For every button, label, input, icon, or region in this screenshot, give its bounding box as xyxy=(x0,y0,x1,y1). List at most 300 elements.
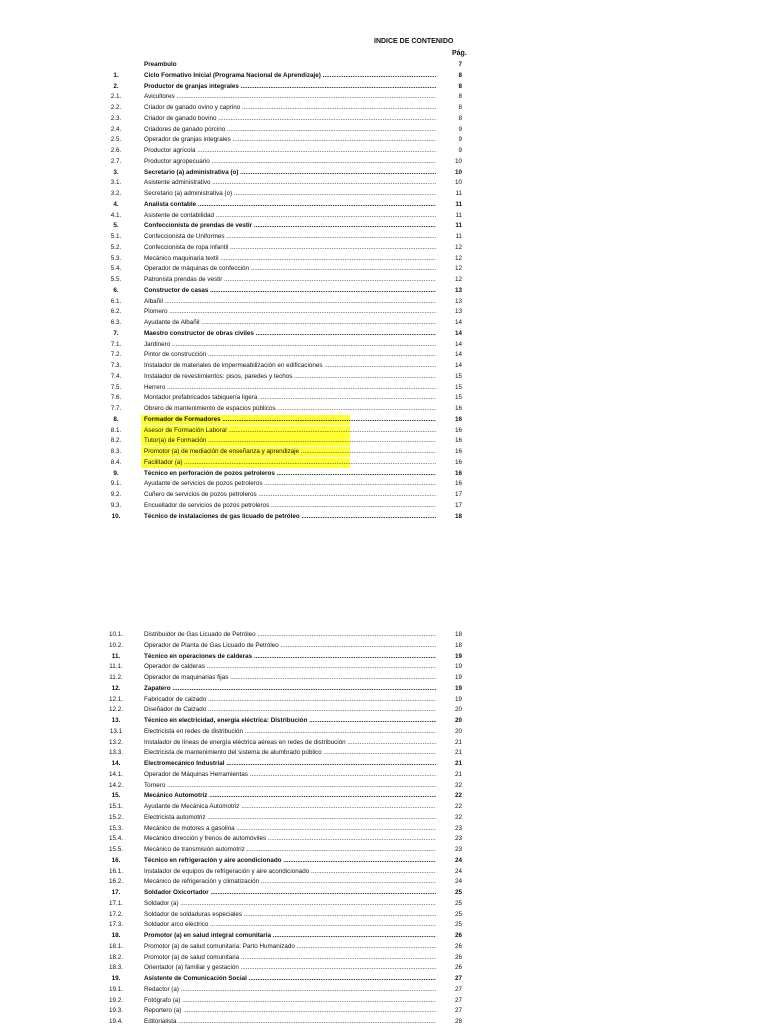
entry-label: Reportero (a) ..... xyxy=(144,1006,436,1016)
entry-label: Promotor (a) de salud comunitaria ..... xyxy=(144,953,436,963)
toc-entry xyxy=(0,899,768,909)
entry-number: 19.2. xyxy=(108,996,123,1004)
entry-label: Analista contable ..... xyxy=(144,200,436,210)
entry-page: 22 xyxy=(454,781,462,789)
entry-number: 10.2. xyxy=(108,641,123,649)
entry-page: 16 xyxy=(454,480,462,488)
toc-entry xyxy=(0,630,768,640)
entry-page: 11 xyxy=(455,211,462,219)
entry-number: 17.1. xyxy=(108,899,123,907)
entry-label: Cuñero de servicios de pozos petroleros ..... xyxy=(144,490,436,500)
toc-entry xyxy=(0,350,768,360)
entry-number: 16.1. xyxy=(108,867,123,875)
toc-entry xyxy=(0,490,768,500)
toc-entry xyxy=(0,436,768,446)
entry-page: 22 xyxy=(454,813,462,821)
entry-page: 19 xyxy=(454,674,462,681)
toc-entry xyxy=(0,953,768,963)
entry-number: 5.2. xyxy=(110,243,122,251)
entry-number: 9.1. xyxy=(110,480,122,488)
toc-entry xyxy=(0,824,768,834)
entry-number: 13.1 xyxy=(109,727,123,735)
toc-entry xyxy=(0,254,768,264)
entry-page: 7 xyxy=(458,61,462,68)
entry-page: 19 xyxy=(454,695,462,703)
entry-label: Soldador arco eléctrico ..... xyxy=(144,920,436,930)
entry-label: Soldador Oxicortador ..... xyxy=(144,888,436,898)
entry-number: 4.1. xyxy=(110,211,122,219)
entry-page: 15 xyxy=(454,394,462,402)
entry-label: Mecánico de motores a gasolina ..... xyxy=(144,824,436,834)
entry-label: Albañil ..... xyxy=(144,297,436,307)
entry-number: 2.3. xyxy=(110,114,122,122)
entry-label: Electromecánico Industrial ..... xyxy=(144,759,436,769)
entry-page: 25 xyxy=(454,899,462,907)
entry-label: Mecánico de transmisión automotriz ..... xyxy=(144,845,436,855)
entry-label: Ayudante de Albañil ..... xyxy=(144,318,436,328)
entry-number: 5.1. xyxy=(110,233,122,240)
entry-number: 15.4. xyxy=(108,835,123,843)
entry-page: 27 xyxy=(454,975,462,982)
toc-entry xyxy=(0,888,768,898)
toc-entry xyxy=(0,297,768,307)
entry-page: 16 xyxy=(454,415,462,423)
entry-label: Secretario (a) administrativa (o) ..... xyxy=(144,168,436,178)
toc-entry xyxy=(0,867,768,877)
entry-page: 26 xyxy=(454,942,462,950)
entry-label: Ayudante de servicios de pozos petroleros ..... xyxy=(144,479,436,489)
toc-entry xyxy=(0,910,768,920)
entry-number: 18.2. xyxy=(108,953,123,961)
toc-entry xyxy=(0,791,768,801)
entry-label: Orientador (a) familiar y gestación ..... xyxy=(144,963,436,973)
toc-entry xyxy=(0,996,768,1006)
entry-number: 6.1. xyxy=(110,297,122,305)
entry-label: Asistente administrativo ..... xyxy=(144,178,436,188)
entry-label: Diseñador de Calzado ..... xyxy=(144,705,436,715)
entry-number: 3.1. xyxy=(110,179,122,187)
entry-label: Instalador de equipos de refrigeración y aire acondicionado ..... xyxy=(144,867,436,877)
entry-page: 18 xyxy=(454,512,462,520)
toc-entry xyxy=(0,157,768,167)
entry-label: Electricista automotriz ..... xyxy=(144,813,436,823)
page-column-header: Pág. xyxy=(452,50,467,57)
entry-label: Redactor (a) ..... xyxy=(144,985,436,995)
toc-entry xyxy=(0,512,768,522)
entry-page: 10 xyxy=(454,179,462,187)
entry-label: Montador prefabricados tabiquería ligera ..... xyxy=(144,393,436,403)
entry-number: 18. xyxy=(111,932,121,939)
toc-entry xyxy=(0,458,768,468)
entry-page: 20 xyxy=(454,717,462,724)
entry-page: 13 xyxy=(454,286,462,294)
entry-page: 21 xyxy=(454,749,462,757)
entry-label: Mecánico maquinaria textil ..... xyxy=(144,254,436,264)
entry-label: Constructor de casas ..... xyxy=(144,286,436,296)
entry-label: Ayudante de Mecánica Automotriz ..... xyxy=(144,802,436,812)
toc-entry xyxy=(0,329,768,339)
toc-entry xyxy=(0,931,768,941)
toc-entry xyxy=(0,372,768,382)
entry-label: Mecánico de refrigeración y climatización ..... xyxy=(144,877,436,887)
toc-entry xyxy=(0,361,768,371)
toc-entry xyxy=(0,275,768,285)
toc-entry xyxy=(0,168,768,178)
entry-number: 15.3. xyxy=(108,824,123,832)
entry-page: 22 xyxy=(454,792,462,800)
toc-entry xyxy=(0,286,768,296)
toc-entry xyxy=(0,834,768,844)
toc-entry xyxy=(0,856,768,866)
entry-page: 16 xyxy=(454,469,462,477)
entry-page: 8 xyxy=(458,93,462,101)
entry-number: 6.3. xyxy=(110,319,122,326)
toc-entry xyxy=(0,447,768,457)
entry-page: 14 xyxy=(454,319,462,326)
entry-page: 23 xyxy=(454,846,462,853)
entry-page: 19 xyxy=(454,652,462,660)
entry-page: 21 xyxy=(454,738,462,746)
entry-page: 24 xyxy=(454,878,462,886)
entry-number: 17.3. xyxy=(108,921,123,929)
entry-label: Soldador de soldaduras especiales ..... xyxy=(144,910,436,920)
entry-number: 6. xyxy=(113,286,119,294)
entry-page: 25 xyxy=(454,921,462,929)
entry-number: 13. xyxy=(111,717,121,724)
toc-entry xyxy=(0,641,768,651)
entry-label: Promotor (a) de mediación de enseñanza y aprendizaje ..... xyxy=(144,447,436,457)
entry-number: 4. xyxy=(113,200,119,208)
entry-label: Asesor de Formación Laboral ..... xyxy=(144,426,436,436)
toc-entry xyxy=(0,738,768,748)
toc-entry xyxy=(0,684,768,694)
entry-page: 25 xyxy=(454,910,462,918)
entry-number: 14.1. xyxy=(108,770,123,778)
entry-page: 17 xyxy=(454,491,462,498)
entry-label: Jardinero ..... xyxy=(144,340,436,350)
entry-label: Criador de ganado bovino ..... xyxy=(144,114,436,124)
entry-number: 9. xyxy=(113,469,119,477)
entry-page: 26 xyxy=(454,964,462,972)
toc-entry xyxy=(0,501,768,511)
toc-entry xyxy=(0,189,768,199)
toc-entry xyxy=(0,393,768,403)
entry-page: 14 xyxy=(454,351,462,359)
entry-number: 2.7. xyxy=(110,157,122,165)
entry-number: 17. xyxy=(111,889,121,896)
entry-number: 2. xyxy=(113,82,119,90)
entry-page: 10 xyxy=(454,157,462,165)
entry-page: 20 xyxy=(454,706,462,714)
entry-number: 15. xyxy=(111,792,121,800)
entry-number: 15.5. xyxy=(108,846,123,853)
entry-page: 27 xyxy=(454,1007,462,1015)
entry-page: 21 xyxy=(454,760,462,767)
entry-number: 10.1. xyxy=(108,631,123,638)
entry-label: Técnico en electricidad, energía eléctrica: Distribución ..... xyxy=(144,716,436,726)
entry-number: 14.2. xyxy=(108,781,123,789)
toc-entry xyxy=(0,114,768,124)
entry-number: 14. xyxy=(111,760,121,767)
toc-entry xyxy=(0,92,768,102)
toc-entry xyxy=(0,781,768,791)
toc-entry xyxy=(0,426,768,436)
entry-page: 19 xyxy=(454,684,462,692)
entry-page: 25 xyxy=(454,889,462,896)
entry-page: 14 xyxy=(454,362,462,369)
entry-label: Editorialista ..... xyxy=(144,1017,436,1027)
toc-entry xyxy=(0,716,768,726)
toc-entry xyxy=(0,727,768,737)
entry-number: 2.2. xyxy=(110,104,122,111)
entry-number: 2.5. xyxy=(110,136,122,144)
entry-page: 13 xyxy=(454,308,462,316)
entry-label: Pintor de construcción ..... xyxy=(144,350,436,360)
entry-page: 16 xyxy=(454,437,462,445)
entry-page: 21 xyxy=(454,770,462,778)
entry-page: 27 xyxy=(454,985,462,993)
entry-label: Criador de ganado ovino y caprino ..... xyxy=(144,103,436,113)
entry-number: 18.3. xyxy=(108,964,123,972)
entry-label: Operador de máquinas de confección ..... xyxy=(144,264,436,274)
entry-label: Instalador de revestimientos: pisos, paredes y techos ..... xyxy=(144,372,436,382)
toc-entry xyxy=(0,383,768,393)
entry-label: Tornero ..... xyxy=(144,781,436,791)
entry-label: Zapatero ..... xyxy=(144,684,436,694)
toc-entry xyxy=(0,404,768,414)
entry-page: 23 xyxy=(454,824,462,832)
toc-entry xyxy=(0,759,768,769)
entry-label: Promotor (a) en salud integral comunitaria ..... xyxy=(144,931,436,941)
entry-label: Encuellador de servicios de pozos petroleros ..... xyxy=(144,501,436,511)
entry-label: Preambulo xyxy=(144,61,177,68)
toc-entry xyxy=(0,748,768,758)
entry-number: 5.5. xyxy=(110,276,122,283)
toc-entry xyxy=(0,103,768,113)
entry-number: 7.6. xyxy=(110,394,122,402)
entry-number: 7.5. xyxy=(110,383,122,391)
entry-page: 28 xyxy=(454,1018,462,1025)
entry-label: Confeccionista de prendas de vestir ..... xyxy=(144,221,436,231)
entry-label: Productor de granjas integrales ..... xyxy=(144,82,436,92)
entry-number: 2.6. xyxy=(110,147,122,154)
entry-label: Maestro constructor de obras civiles ..... xyxy=(144,329,436,339)
toc-entry xyxy=(0,813,768,823)
toc-entry xyxy=(0,963,768,973)
toc-entry xyxy=(0,307,768,317)
entry-number: 8.1. xyxy=(110,426,122,434)
entry-label: Instalador de líneas de energía eléctrica aéreas en redes de distribución ..... xyxy=(144,738,436,748)
entry-number: 2.4. xyxy=(110,125,122,133)
toc-entry xyxy=(0,877,768,887)
entry-label: Mecánico dirección y frenos de automóviles ..... xyxy=(144,834,436,844)
entry-number: 8. xyxy=(113,415,119,423)
toc-entry xyxy=(0,802,768,812)
entry-number: 15.2. xyxy=(108,813,123,821)
entry-label: Distribuidor de Gas Licuado de Petróleo ..... xyxy=(144,630,436,640)
entry-label: Formador de Formadores ..... xyxy=(144,415,436,425)
entry-page: 26 xyxy=(454,953,462,961)
entry-page: 18 xyxy=(454,631,462,638)
entry-number: 12.2. xyxy=(108,706,123,714)
entry-label: Operador de granjas integrales ..... xyxy=(144,135,436,145)
entry-label: Fotógrafo (a) ..... xyxy=(144,996,436,1006)
toc-entry xyxy=(0,845,768,855)
entry-number: 1. xyxy=(113,71,119,79)
entry-page: 13 xyxy=(454,297,462,305)
toc-entry xyxy=(0,705,768,715)
entry-label: Técnico en refrigeración y aire acondicionado ..... xyxy=(144,856,436,866)
entry-number: 19. xyxy=(111,975,121,982)
entry-label: Electricista de mantenimiento del sistema de alumbrado público ..... xyxy=(144,748,436,758)
toc-entry xyxy=(0,243,768,253)
entry-label: Plomero ..... xyxy=(144,307,436,317)
toc-entry xyxy=(0,82,768,92)
entry-label: Electricista en redes de distribución ..... xyxy=(144,727,436,737)
entry-number: 8.3. xyxy=(110,448,122,455)
entry-label: Productor agropecuario ..... xyxy=(144,157,436,167)
entry-number: 3. xyxy=(113,168,119,176)
toc-entry xyxy=(0,232,768,242)
entry-number: 16. xyxy=(111,856,121,864)
toc-entry xyxy=(0,221,768,231)
entry-number: 9.3. xyxy=(110,501,122,509)
entry-label: Técnico de instalaciones de gas licuado de petróleo ..... xyxy=(144,512,436,522)
entry-number: 8.2. xyxy=(110,437,122,445)
entry-number: 7.4. xyxy=(110,372,122,380)
entry-number: 5.4. xyxy=(110,265,122,273)
entry-label: Técnico en perforación de pozos petroleros ..... xyxy=(144,469,436,479)
entry-label: Fabricador de calzado ..... xyxy=(144,695,436,705)
entry-label: Soldador (a) ..... xyxy=(144,899,436,909)
entry-page: 18 xyxy=(454,641,462,649)
entry-number: 12. xyxy=(111,684,121,692)
entry-number: 10. xyxy=(111,512,121,520)
entry-page: 17 xyxy=(454,501,462,509)
entry-page: 9 xyxy=(458,136,462,144)
entry-number: 7. xyxy=(113,329,119,337)
entry-label: Asistente de contabilidad ..... xyxy=(144,211,436,221)
toc-entry xyxy=(0,974,768,984)
entry-label: Asistente de Comunicación Social ..... xyxy=(144,974,436,984)
entry-page: 10 xyxy=(454,168,462,176)
entry-page: 23 xyxy=(454,835,462,843)
entry-number: 11.1. xyxy=(109,663,123,671)
entry-page: 24 xyxy=(454,867,462,875)
entry-number: 7.7. xyxy=(110,405,122,412)
toc-entry xyxy=(0,60,768,70)
toc-entry xyxy=(0,652,768,662)
toc-entry xyxy=(0,264,768,274)
entry-label: Operador de Planta de Gas Licuado de Petróleo ..... xyxy=(144,641,436,651)
toc-entry xyxy=(0,695,768,705)
toc-entry xyxy=(0,479,768,489)
entry-number: 9.2. xyxy=(110,491,122,498)
toc-entry xyxy=(0,662,768,672)
toc-entry xyxy=(0,1017,768,1027)
entry-label: Operador de Máquinas Herramientas ..... xyxy=(144,770,436,780)
entry-page: 26 xyxy=(454,932,462,939)
entry-number: 11. xyxy=(111,652,121,660)
entry-label: Herrero ..... xyxy=(144,383,436,393)
toc-entry xyxy=(0,211,768,221)
entry-number: 7.1. xyxy=(110,340,122,348)
entry-label: Obrero de mantenimiento de espacios públicos ..... xyxy=(144,404,436,414)
entry-page: 8 xyxy=(458,71,462,79)
entry-label: Productor agrícola ..... xyxy=(144,146,436,156)
entry-number: 19.4. xyxy=(108,1018,123,1025)
entry-page: 8 xyxy=(458,114,462,122)
toc-entry xyxy=(0,135,768,145)
toc-entry xyxy=(0,146,768,156)
entry-page: 24 xyxy=(454,856,462,864)
entry-number: 18.1. xyxy=(108,942,123,950)
entry-page: 8 xyxy=(458,82,462,90)
entry-page: 27 xyxy=(454,996,462,1004)
entry-number: 12.1. xyxy=(108,695,123,703)
entry-number: 3.2. xyxy=(110,190,122,197)
toc-entry xyxy=(0,415,768,425)
entry-page: 11 xyxy=(455,200,462,208)
entry-page: 22 xyxy=(454,803,462,810)
toc-entry xyxy=(0,71,768,81)
entry-number: 6.2. xyxy=(110,308,122,316)
entry-label: Técnico en operaciones de calderas ..... xyxy=(144,652,436,662)
entry-page: 14 xyxy=(454,340,462,348)
entry-page: 8 xyxy=(458,104,462,111)
entry-label: Secretario (a) administrativa (o) ..... xyxy=(144,189,436,199)
entry-page: 11 xyxy=(455,190,462,197)
entry-label: Operador de maquinarias fijas ..... xyxy=(144,673,436,683)
entry-page: 15 xyxy=(454,372,462,380)
entry-number: 16.2. xyxy=(108,878,123,886)
entry-page: 11 xyxy=(455,233,462,240)
entry-label: Ciclo Formativo Inicial (Programa Nacional de Aprendizaje) ..... xyxy=(144,71,436,81)
entry-label: Operador de calderas ..... xyxy=(144,662,436,672)
entry-label: Patronista prendas de vestir ..... xyxy=(144,275,436,285)
entry-label: Facilitador (a) ..... xyxy=(144,458,436,468)
entry-number: 15.1. xyxy=(108,803,123,810)
entry-label: Promotor (a) de salud comunitaria: Parto Humanizado ..... xyxy=(144,942,436,952)
toc-entry xyxy=(0,770,768,780)
entry-number: 7.3. xyxy=(110,362,122,369)
toc-entry xyxy=(0,200,768,210)
entry-number: 19.1. xyxy=(108,985,123,993)
toc-entry xyxy=(0,942,768,952)
toc-entry xyxy=(0,178,768,188)
entry-number: 8.4. xyxy=(110,458,122,466)
toc-entry xyxy=(0,673,768,683)
entry-page: 16 xyxy=(454,458,462,466)
entry-number: 13.3. xyxy=(108,749,123,757)
toc-entry xyxy=(0,125,768,135)
entry-number: 7.2. xyxy=(110,351,122,359)
entry-page: 11 xyxy=(455,222,462,230)
entry-number: 11.2. xyxy=(109,674,123,681)
toc-entry xyxy=(0,920,768,930)
entry-page: 16 xyxy=(454,405,462,412)
entry-page: 12 xyxy=(454,265,462,273)
toc-entry xyxy=(0,985,768,995)
toc-entry xyxy=(0,340,768,350)
entry-number: 2.1. xyxy=(110,93,122,101)
entry-page: 14 xyxy=(454,329,462,337)
entry-page: 12 xyxy=(454,276,462,283)
entry-page: 15 xyxy=(454,383,462,391)
entry-number: 19.3. xyxy=(108,1007,123,1015)
entry-page: 16 xyxy=(454,448,462,455)
entry-label: Confeccionista de ropa infantil ..... xyxy=(144,243,436,253)
